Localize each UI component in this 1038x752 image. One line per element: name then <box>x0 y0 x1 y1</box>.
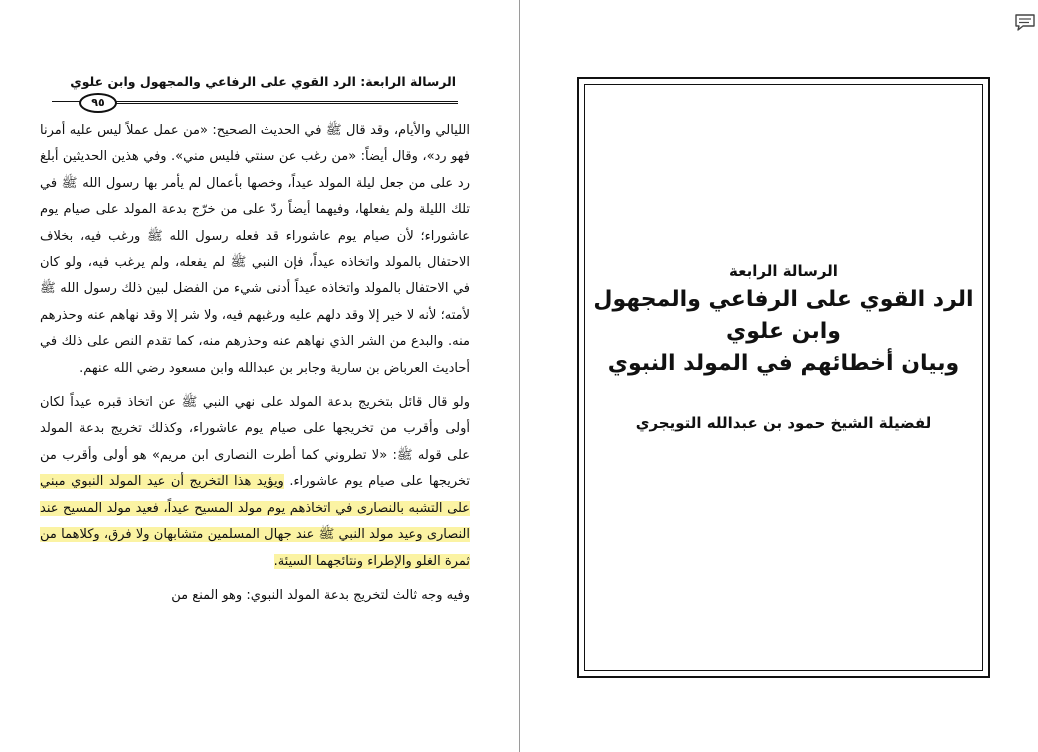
title-block <box>584 262 983 432</box>
paragraph-1: الليالي والأيام، وقد قال ﷺ في الحديث الصحيح: «من عمل عملاً ليس عليه أمرنا فهو رد»، وقال أيضاً: «من رغب عن سنتي فليس مني». وفي هذين الحديثين أبلغ رد على من جعل ليلة المولد عيداً، وخصها بأعمال لم يأمر بها رسول الله ﷺ في تلك الليلة ولم يفعلها، وفيهما أيضاً ردّ على من خرّج بدعة المولد على صيام يوم عاشوراء؛ لأن صيام يوم عاشوراء قد فعله رسول الله ﷺ ورغب فيه، بخلاف الاحتفال بالمولد واتخاذه عيداً، فإن النبي ﷺ لم يفعله، ولم يرغب فيه، ولو كان في الاحتفال بالمولد واتخاذه عيداً أدنى شيء من الفضل لبين ذلك رسول الله ﷺ لأمته؛ لأنه لا خير إلا وقد دلهم عليه ورغبهم فيه، ولا شر إلا وقد نهاهم عنه وحذرهم منه. والبدع من الشر الذي نهاهم عنه وحذرهم منه، كما تقدم النص على ذلك في أحاديث العرباض بن سارية وجابر بن عبدالله وابن مسعود رضي الله عنهم. <box>40 123 470 376</box>
paragraph-2 <box>40 390 470 575</box>
paragraph-2-text: ولو قال قائل بتخريج بدعة المولد على نهي النبي ﷺ عن اتخاذ قبره عيداً لكان أولى وأقرب من تخريجها على صيام يوم عاشوراء، وكذلك تخريج بدعة المولد على قوله ﷺ: «لا تطروني كما أطرت النصارى ابن مريم» هو أولى وأقرب من تخريجها على صيام يوم عاشوراء. <box>40 395 471 490</box>
series-label: الرسالة الرابعة <box>729 262 838 280</box>
comment-icon[interactable] <box>1014 13 1036 33</box>
page-number-ornament <box>52 101 80 102</box>
right-page <box>520 0 1038 752</box>
highlighted-passage[interactable]: ويؤيد هذا التخريج أن عيد المولد النبوي مبني على التشبه بالنصارى في اتخاذهم يوم مولد المسيح عيداً، فعيد مولد المسيح عند النصارى وعيد مولد النبي ﷺ عند جهال المسلمين متشابهان ولا فرق، وكلاهما من ثمرة الغلو والإطراء ونتائجهما السيئة. <box>40 474 470 569</box>
subtitle: وبيان أخطائهم في المولد النبوي <box>607 351 960 376</box>
header-rule <box>116 101 458 104</box>
author: لفضيلة الشيخ حمود بن عبدالله التويجري <box>635 414 932 432</box>
page-number: ٩٥ <box>79 93 117 113</box>
main-title: الرد القوي على الرفاعي والمجهول وابن علوي <box>593 287 974 344</box>
paragraph-3: وفيه وجه ثالث لتخريج بدعة المولد النبوي: وهو المنع من <box>171 587 470 603</box>
body-text <box>40 118 470 617</box>
running-head: الرسالة الرابعة: الرد القوي على الرفاعي والمجهول وابن علوي <box>70 74 456 89</box>
